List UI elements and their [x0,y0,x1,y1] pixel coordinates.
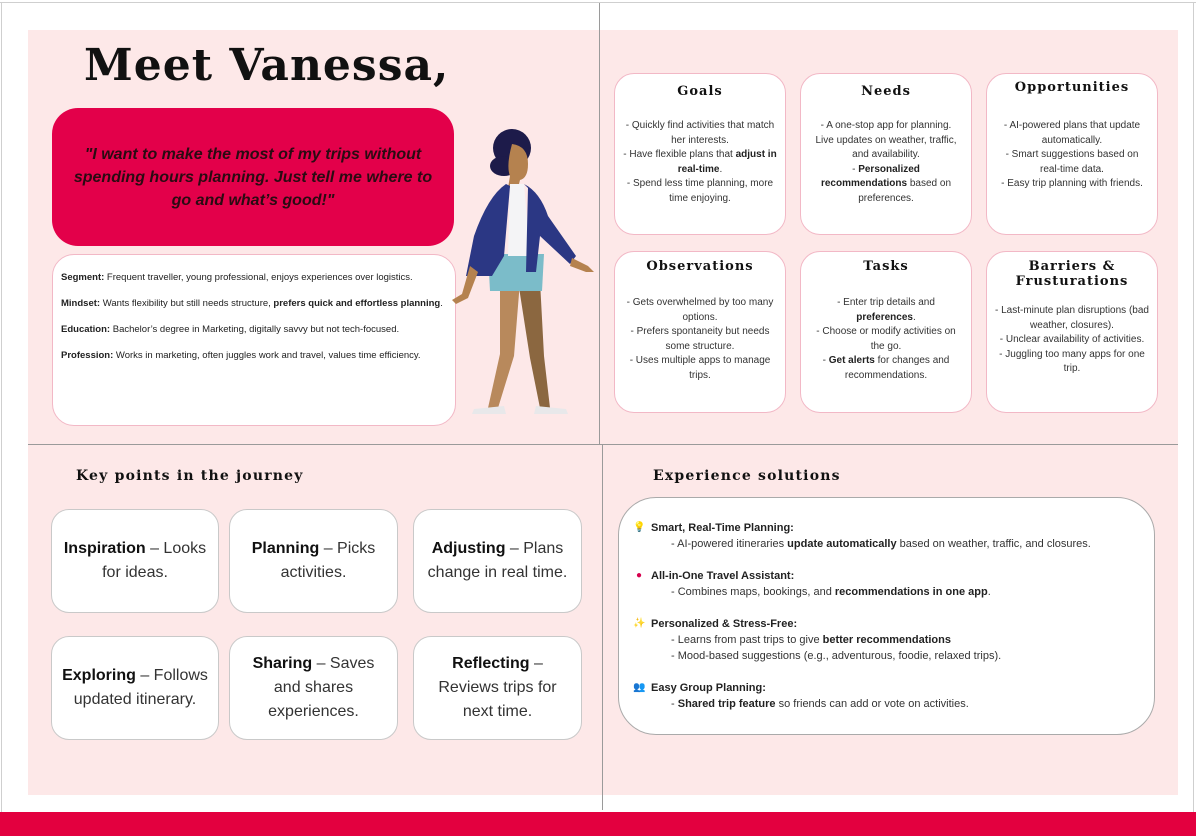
tasks-title: Tasks [863,259,909,274]
goals-body: - Quickly find activities that match her interests. - Have flexible plans that adjust in real-time. - Spend less time planning, more time enjoying. [623,120,777,204]
profile-mindset: Mindset: Wants flexibility but still needs structure, prefers quick and effortless planning. [61,298,443,309]
barriers-card [986,251,1158,413]
solution-group-planning: 👥 Easy Group Planning: - Shared trip feature so friends can add or vote on activities. [633,682,969,710]
vertical-divider-lower [602,444,603,810]
footer-accent-bar [0,812,1196,836]
experience-title: Experience solutions [653,468,841,484]
tasks-body: - Enter trip details and preferences. - Choose or modify activities on the go. - Get alerts for changes and recommendations. [816,297,956,381]
solution-personalized: ✨ Personalized & Stress-Free: - Learns from past trips to give better recommendations - Mood-based suggestions (e.g., adventurous, foodie, relaxed trips). [633,618,1002,662]
vertical-divider [599,2,600,444]
opportunities-card [986,73,1158,235]
journey-card-inspiration: Inspiration – Looks for ideas. [51,509,219,613]
goals-card [614,73,786,235]
barriers-body: - Last-minute plan disruptions (bad weather, closures). - Unclear availability of activities. - Juggling too many apps for one trip. [995,305,1149,374]
needs-title: Needs [861,84,911,99]
right-border [1193,2,1194,812]
persona-illustration [448,126,598,416]
observations-body: - Gets overwhelmed by too many options. - Prefers spontaneity but needs some structure. - Uses multiple apps to manage trips. [626,297,774,381]
persona-quote: "I want to make the most of my trips without spending hours planning. Just tell me where to go and what’s good!" [73,145,433,209]
people-icon: 👥 [633,682,646,693]
journey-card-exploring: Exploring – Follows updated itinerary. [51,636,219,740]
lightbulb-icon: 💡 [633,522,646,533]
journey-card-reflecting: Reflecting – Reviews trips for next time. [413,636,582,740]
experience-box [618,497,1155,735]
journey-card-adjusting: Adjusting – Plans change in real time. [413,509,582,613]
profile-education: Education: Bachelor’s degree in Marketing, digitally savvy but not tech-focused. [61,324,400,335]
barriers-title: Barriers & Frusturations [1015,259,1129,289]
top-border [0,2,1196,3]
journey-title: Key points in the journey [76,468,304,484]
opportunities-title: Opportunities [1014,80,1130,95]
profile-profession: Profession: Works in marketing, often juggles work and travel, values time efficiency. [61,350,421,361]
pin-icon: ● [635,570,643,581]
needs-body: - A one-stop app for planning. Live updates on weather, traffic, and availability. - Personalized recommendations based on preferences. [815,120,957,204]
sparkles-icon: ✨ [633,618,646,629]
goals-title: Goals [677,84,723,99]
opportunities-body: - AI-powered plans that update automatically. - Smart suggestions based on real-time data. - Easy trip planning with friends. [1001,120,1143,189]
needs-card [800,73,972,235]
quote-box [52,108,454,246]
journey-card-sharing: Sharing – Saves and shares experiences. [229,636,398,740]
left-border [1,2,2,812]
observations-card [614,251,786,413]
profile-segment: Segment: Frequent traveller, young professional, enjoys experiences over logistics. [61,272,413,283]
journey-card-planning: Planning – Picks activities. [229,509,398,613]
observations-title: Observations [646,259,754,274]
tasks-card [800,251,972,413]
solution-travel-assistant: ● All-in-One Travel Assistant: - Combines maps, bookings, and recommendations in one app. [633,568,1142,600]
horizontal-divider [28,444,1178,445]
solution-smart-planning: 💡 Smart, Real-Time Planning: - AI-powered itineraries update automatically based on weather, traffic, and closures. [633,522,1091,550]
page-title: Meet Vanessa, [84,40,450,91]
profile-box [52,254,456,426]
